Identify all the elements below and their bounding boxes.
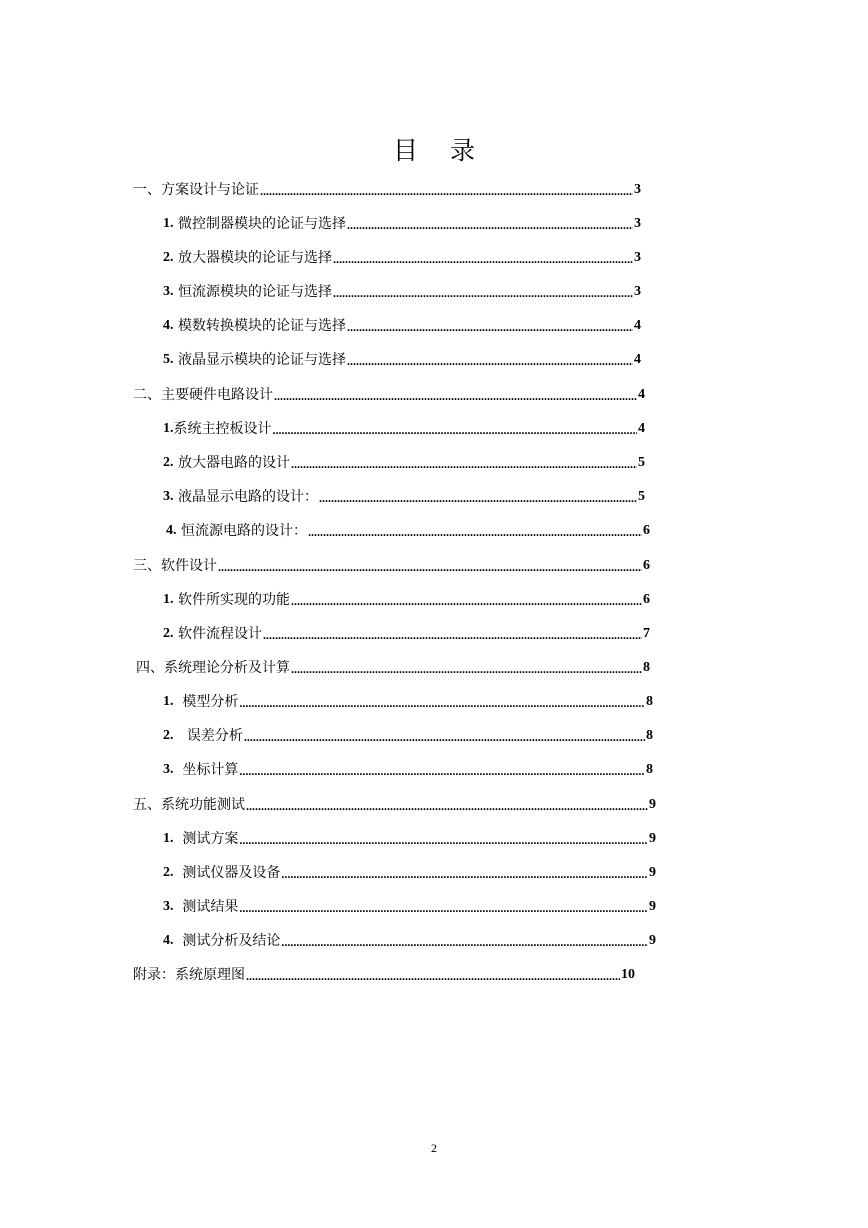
toc-entry-page: 8	[646, 694, 653, 709]
toc-entry-label: 恒流源电路的设计：	[180, 523, 307, 539]
toc-leader-dots	[319, 489, 637, 507]
toc-entry-number: 2.	[163, 626, 174, 641]
toc-entry-page: 6	[643, 523, 650, 538]
toc-entry-page: 4	[634, 318, 641, 333]
toc-entry-number: 4.	[163, 933, 174, 948]
toc-entry-page: 9	[649, 865, 656, 880]
toc-entry-page: 3	[634, 216, 641, 231]
toc-entry-number: 1.	[163, 694, 174, 709]
toc-entry-number: 4.	[163, 318, 174, 333]
toc-entry-number: 2.	[163, 865, 174, 880]
toc-leader-dots	[291, 660, 642, 678]
toc-entry-page: 7	[643, 626, 650, 641]
toc-entry[interactable]	[163, 692, 653, 712]
toc-leader-dots	[274, 387, 637, 405]
toc-leader-dots	[347, 318, 633, 336]
toc-entry-label: 附录：系统原理图	[133, 967, 245, 983]
toc-leader-dots	[347, 216, 633, 234]
toc-entry-label: 模型分析	[182, 694, 239, 710]
toc-entry-label: 三、软件设计	[133, 558, 217, 574]
toc-entry-number: 1.	[163, 216, 174, 231]
toc-entry-label: 五、系统功能测试	[133, 797, 245, 813]
toc-entry-page: 3	[634, 284, 641, 299]
toc-leader-dots	[246, 797, 648, 815]
toc-leader-dots	[244, 728, 645, 746]
toc-entry[interactable]	[163, 248, 641, 268]
toc-entry-label: 液晶显示电路的设计：	[177, 489, 318, 505]
title-char-1: 目	[392, 136, 418, 165]
toc-entry[interactable]	[163, 829, 656, 849]
toc-entry-page: 8	[646, 728, 653, 743]
toc-entry-label: 放大器电路的设计	[177, 455, 290, 471]
toc-leader-dots	[347, 352, 633, 370]
toc-entry[interactable]	[133, 385, 645, 405]
toc-entry-label: 微控制器模块的论证与选择	[177, 216, 346, 232]
toc-entry-number: 5.	[163, 352, 174, 367]
toc-entry[interactable]	[163, 931, 656, 951]
toc-entry[interactable]	[163, 316, 641, 336]
toc-entry-label: 软件所实现的功能	[177, 592, 290, 608]
toc-leader-dots	[239, 762, 645, 780]
toc-leader-dots	[333, 250, 633, 268]
toc-leader-dots	[291, 592, 642, 610]
toc-entry-number: 3.	[163, 762, 174, 777]
toc-entry-page: 4	[634, 352, 641, 367]
toc-leader-dots	[291, 455, 637, 473]
toc-entry-number: 2.	[163, 455, 174, 470]
toc-entry-page: 9	[649, 797, 656, 812]
toc-entry[interactable]	[163, 453, 645, 473]
toc-entry-number: 2.	[163, 728, 174, 743]
toc-entry-page: 8	[643, 660, 650, 675]
toc-entry-label: 四、系统理论分析及计算	[136, 660, 290, 676]
toc-entry-number: 3.	[163, 489, 174, 504]
toc-entry-label: 测试方案	[182, 831, 239, 847]
toc-entry[interactable]	[133, 965, 635, 985]
toc-entry[interactable]	[166, 521, 650, 541]
toc-entry[interactable]	[163, 419, 645, 439]
toc-entry-label: 误差分析	[186, 728, 243, 744]
page-number: 2	[431, 1141, 437, 1155]
toc-entry[interactable]	[163, 487, 645, 507]
toc-entry-page: 3	[634, 182, 641, 197]
toc-entry[interactable]	[163, 760, 653, 780]
toc-entry[interactable]	[163, 863, 656, 883]
toc-leader-dots	[218, 558, 642, 576]
toc-entry-label: 液晶显示模块的论证与选择	[177, 352, 346, 368]
toc-leader-dots	[239, 831, 648, 849]
toc-leader-dots	[281, 933, 648, 951]
toc-entry-label: 二、主要硬件电路设计	[133, 387, 273, 403]
toc-entry-page: 5	[638, 455, 645, 470]
toc-entry-label: 系统主控板设计	[173, 421, 272, 437]
toc-entry-page: 8	[646, 762, 653, 777]
toc-entry[interactable]	[133, 556, 650, 576]
toc-entry-label: 软件流程设计	[177, 626, 262, 642]
toc-entry-label: 一、方案设计与论证	[133, 182, 259, 198]
toc-entry-number: 3.	[163, 284, 174, 299]
toc-entry[interactable]	[163, 897, 656, 917]
toc-entry[interactable]	[163, 214, 641, 234]
toc-leader-dots	[333, 284, 633, 302]
toc-entry[interactable]	[136, 658, 650, 678]
toc-entry-page: 9	[649, 899, 656, 914]
toc-entry-page: 10	[621, 967, 635, 982]
toc-leader-dots	[239, 899, 648, 917]
toc-entry-number: 1.	[163, 421, 174, 436]
toc-entry-page: 9	[649, 831, 656, 846]
toc-entry[interactable]	[133, 795, 656, 815]
toc-entry-page: 5	[638, 489, 645, 504]
toc-entry-number: 1.	[163, 592, 174, 607]
toc-entry-number: 3.	[163, 899, 174, 914]
toc-entry[interactable]	[163, 624, 650, 644]
toc-entry-label: 测试分析及结论	[182, 933, 281, 949]
toc-entry-label: 坐标计算	[182, 762, 239, 778]
toc-leader-dots	[281, 865, 648, 883]
toc-leader-dots	[260, 182, 633, 200]
toc-entry-page: 4	[638, 421, 645, 436]
toc-entry-page: 6	[643, 558, 650, 573]
toc-entry[interactable]	[163, 590, 650, 610]
toc-leader-dots	[273, 421, 638, 439]
toc-entry-page: 6	[643, 592, 650, 607]
toc-entry-page: 4	[638, 387, 645, 402]
toc-leader-dots	[308, 523, 642, 541]
title-char-2: 录	[450, 136, 476, 165]
toc-entry[interactable]	[163, 350, 641, 370]
toc-entry-page: 9	[649, 933, 656, 948]
toc-entry-page: 3	[634, 250, 641, 265]
toc-leader-dots	[246, 967, 620, 985]
toc-entry[interactable]	[133, 180, 641, 200]
toc-entry-label: 测试仪器及设备	[182, 865, 281, 881]
toc-entry-label: 恒流源模块的论证与选择	[177, 284, 332, 300]
toc-leader-dots	[239, 694, 645, 712]
toc-leader-dots	[263, 626, 642, 644]
toc-entry-label: 模数转换模块的论证与选择	[177, 318, 346, 334]
toc-entry-label: 测试结果	[182, 899, 239, 915]
toc-entry[interactable]	[163, 282, 641, 302]
toc-entry-number: 1.	[163, 831, 174, 846]
toc-entry-label: 放大器模块的论证与选择	[177, 250, 332, 266]
toc-entry[interactable]	[163, 726, 653, 746]
toc-entry-number: 2.	[163, 250, 174, 265]
toc-entry-number: 4.	[166, 523, 177, 538]
